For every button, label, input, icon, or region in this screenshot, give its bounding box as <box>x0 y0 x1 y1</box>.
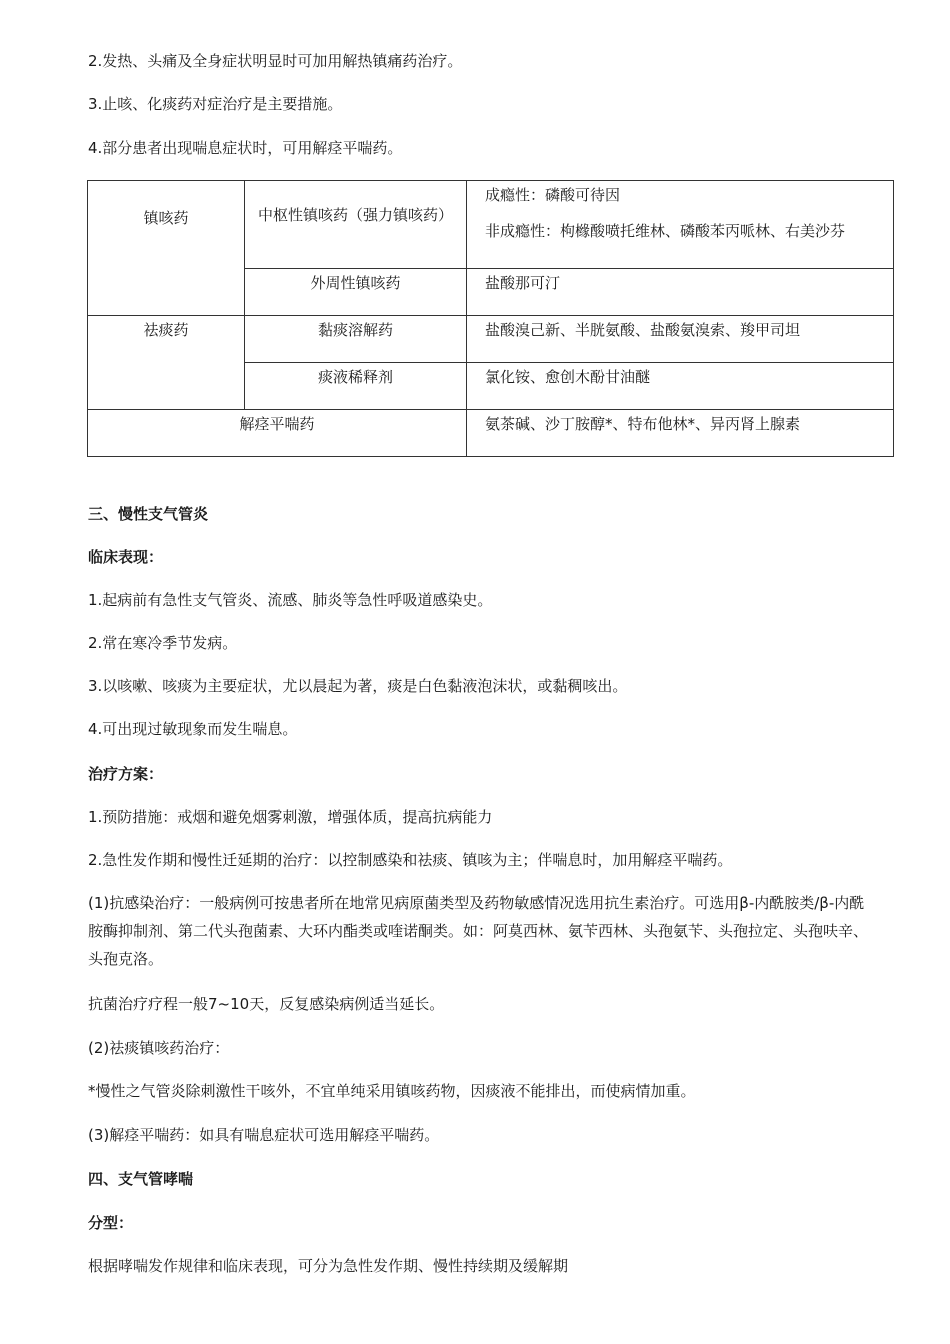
drug-table <box>87 180 894 457</box>
subtype-central: 中枢性镇咳药（强力镇咳药） <box>245 181 467 269</box>
drugs-peripheral: 盐酸那可汀 <box>467 269 894 316</box>
subtype-diluent: 痰液稀释剂 <box>245 363 467 410</box>
anti-infection-paragraph: (1)抗感染治疗：一般病例可按患者所在地常见病原菌类型及药物敏感情况选用抗生素治疗。可选用β-内酰胺类/β-内酰胺酶抑制剂、第二代头孢菌素、大环内酯类或喹诺酮类。如：阿莫西林、氨苄西林、头孢氨苄、头孢拉定、头孢呋辛、头孢克洛。 <box>88 894 869 968</box>
clinical-heading: 临床表现： <box>88 548 164 566</box>
expectorant-treatment: (2)祛痰镇咳药治疗： <box>88 1039 230 1057</box>
intro-item-3: 3.止咳、化痰药对症治疗是主要措施。 <box>88 95 343 113</box>
treatment-item-1: 1.预防措施：戒烟和避免烟雾刺激，增强体质，提高抗病能力 <box>88 808 493 826</box>
clinical-item-2: 2.常在寒冷季节发病。 <box>88 634 238 652</box>
clinical-item-1: 1.起病前有急性支气管炎、流感、肺炎等急性呼吸道感染史。 <box>88 591 493 609</box>
type-heading: 分型： <box>88 1214 134 1232</box>
treatment-heading: 治疗方案： <box>88 765 164 783</box>
intro-item-4: 4.部分患者出现喘息症状时，可用解痉平喘药。 <box>88 139 403 157</box>
intro-item-2: 2.发热、头痛及全身症状明显时可加用解热镇痛药治疗。 <box>88 52 463 70</box>
table-row <box>88 316 894 363</box>
clinical-item-4: 4.可出现过敏现象而发生喘息。 <box>88 720 298 738</box>
category-antiasthmatic: 解痉平喘药 <box>88 410 467 457</box>
section4-title: 四、支气管哮喘 <box>88 1170 194 1188</box>
clinical-item-3: 3.以咳嗽、咳痰为主要症状，尤以晨起为著，痰是白色黏液泡沫状，或黏稠咳出。 <box>88 677 628 695</box>
antiasthmatic-treatment: (3)解痉平喘药：如具有喘息症状可选用解痉平喘药。 <box>88 1126 440 1144</box>
type-text: 根据哮喘发作规律和临床表现，可分为急性发作期、慢性持续期及缓解期 <box>88 1257 569 1275</box>
section3-title: 三、慢性支气管炎 <box>88 505 209 523</box>
table-row <box>88 410 894 457</box>
course-text: 抗菌治疗疗程一般7~10天，反复感染病例适当延长。 <box>88 995 445 1013</box>
subtype-peripheral: 外周性镇咳药 <box>245 269 467 316</box>
drugs-diluent: 氯化铵、愈创木酚甘油醚 <box>467 363 894 410</box>
drugs-central: 成瘾性：磷酸可待因 非成瘾性：枸橼酸喷托维林、磷酸苯丙哌林、右美沙芬 <box>467 181 894 269</box>
table-row <box>88 181 894 269</box>
drugs-antiasthmatic: 氨茶碱、沙丁胺醇*、特布他林*、异丙肾上腺素 <box>467 410 894 457</box>
treatment-item-2: 2.急性发作期和慢性迁延期的治疗：以控制感染和祛痰、镇咳为主；伴喘息时，加用解痉平喘药。 <box>88 851 733 869</box>
cough-note: *慢性之气管炎除刺激性干咳外，不宜单纯采用镇咳药物，因痰液不能排出，而使病情加重。 <box>88 1082 696 1100</box>
drugs-mucolytic: 盐酸溴己新、半胱氨酸、盐酸氨溴索、羧甲司坦 <box>467 316 894 363</box>
category-antitussive: 镇咳药 <box>88 181 245 316</box>
category-expectorant: 祛痰药 <box>88 316 245 410</box>
subtype-mucolytic: 黏痰溶解药 <box>245 316 467 363</box>
